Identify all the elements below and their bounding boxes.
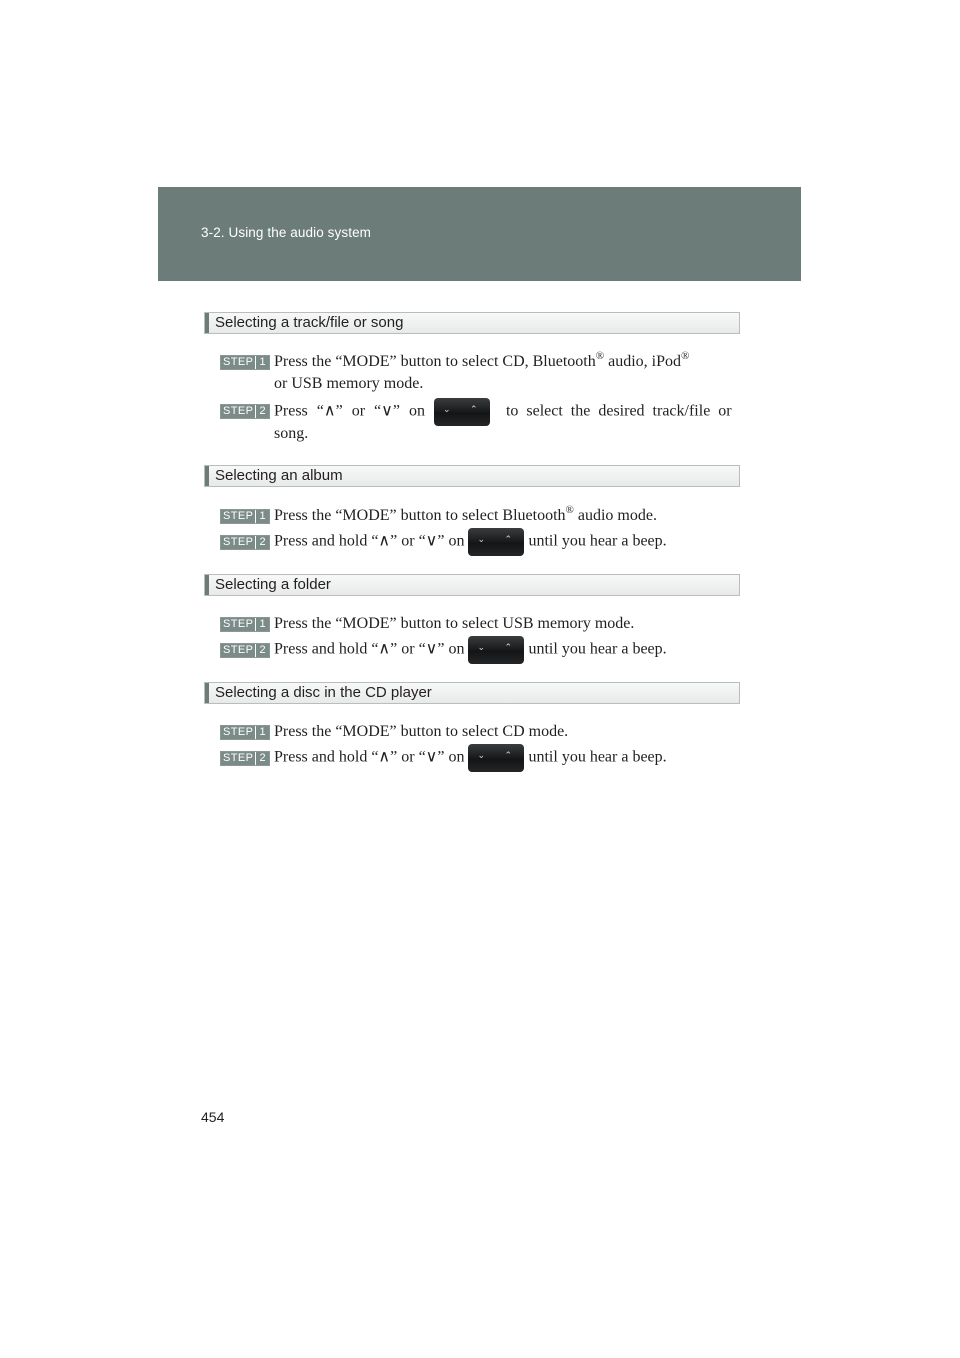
registered-mark: ® [680,350,690,362]
chevron-down-icon: ⌄ [442,405,451,415]
step-text-part: Press the “MODE” button to select Bluetooth [274,507,566,524]
page-number: 454 [201,1109,225,1125]
step-text-part: audio, iPod [604,353,681,370]
step-text-part: Press and hold “∧” or “∨” on [274,748,465,766]
step-badge [220,355,270,370]
section-title: Selecting a folder [215,576,331,593]
step-text [274,351,689,373]
step-badge [220,617,270,632]
step-text-part: Press the “MODE” button to select CD, Bluetooth [274,353,596,370]
step-number: 1 [255,726,269,739]
step-text-part: Press and hold “∧” or “∨” on [274,640,465,658]
registered-mark: ® [565,504,574,516]
step-label: STEP [223,510,254,522]
step-text [274,528,667,556]
step-text-part: audio mode. [573,507,657,524]
step-text-part: until you hear a beep. [528,640,667,658]
step-number: 2 [255,536,269,549]
step-label: STEP [223,356,254,368]
step-number: 1 [255,356,269,369]
step-text [274,744,667,772]
step-text [274,505,657,527]
registered-mark: ® [595,350,605,362]
step-badge [220,643,270,658]
step-label: STEP [223,618,254,630]
seek-button-icon [434,398,490,426]
seek-button-icon [468,528,524,556]
section-heading-folder [204,574,740,596]
step-number: 2 [255,644,269,657]
chevron-down-icon: ⌄ [477,643,486,653]
chapter-title: 3-2. Using the audio system [201,225,372,240]
step-text: Press the “MODE” button to select USB memory mode. [274,615,635,632]
chevron-up-icon: ⌃ [504,643,513,653]
step-text-part: Press and hold “∧” or “∨” on [274,532,465,550]
section-title: Selecting a track/file or song [215,314,404,331]
seek-button-icon [468,636,524,664]
chevron-up-icon: ⌃ [504,535,513,545]
section-title: Selecting an album [215,467,343,484]
step-text-part: to select the desired track/file or [497,402,732,420]
step-number: 2 [255,752,269,765]
step-text-part: until you hear a beep. [528,532,667,550]
step-text [274,398,737,426]
step-number: 2 [255,405,269,418]
step-number: 1 [255,618,269,631]
step-text [274,636,667,664]
step-text-continued: song. [274,425,309,442]
header-band [158,187,801,281]
step-label: STEP [223,726,254,738]
step-text-part: Press “∧” or “∨” on [274,402,425,420]
step-text: Press the “MODE” button to select CD mode. [274,723,569,740]
step-badge [220,404,270,419]
chevron-up-icon: ⌃ [469,405,478,415]
step-label: STEP [223,405,254,417]
chevron-down-icon: ⌄ [477,751,486,761]
section-heading-disc [204,682,740,704]
chevron-down-icon: ⌄ [477,535,486,545]
step-label: STEP [223,752,254,764]
step-text-part: until you hear a beep. [528,748,667,766]
step-text-continued: or USB memory mode. [274,375,424,392]
step-label: STEP [223,536,254,548]
step-badge [220,725,270,740]
section-heading-album [204,465,740,487]
section-title: Selecting a disc in the CD player [215,684,432,701]
seek-button-icon [468,744,524,772]
step-badge [220,509,270,524]
section-heading-track [204,312,740,334]
step-badge [220,751,270,766]
chevron-up-icon: ⌃ [504,751,513,761]
step-label: STEP [223,644,254,656]
step-number: 1 [255,510,269,523]
step-badge [220,535,270,550]
